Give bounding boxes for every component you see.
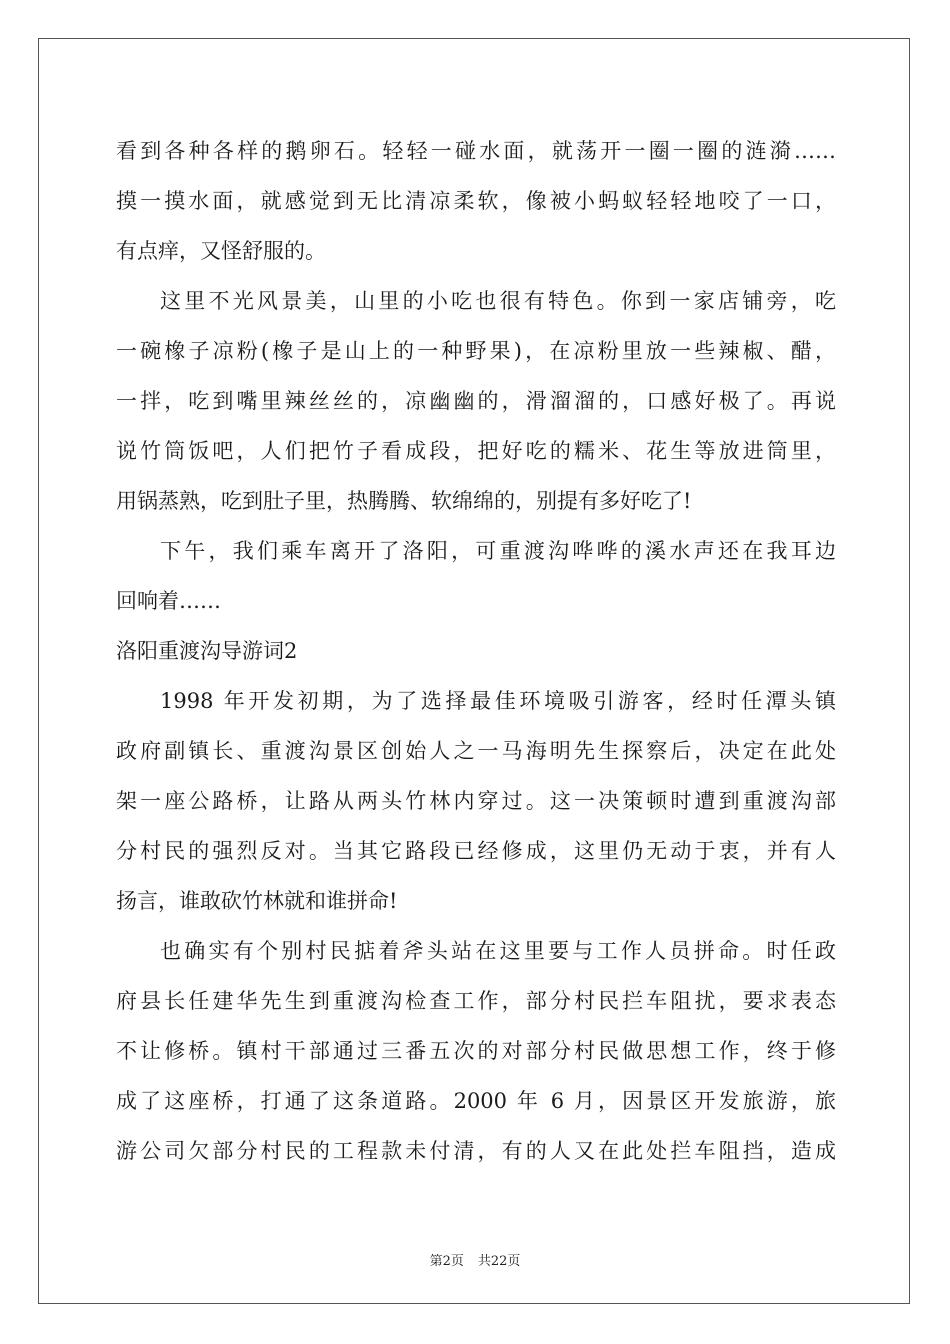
text-line: 摸一摸水面，就感觉到无比清凉柔软，像被小蚂蚁轻轻地咬了一口， <box>116 189 836 213</box>
text-line: 扬言，谁敢砍竹林就和谁拼命! <box>116 889 398 913</box>
paragraph-start-line: 下午，我们乘车离开了洛阳，可重渡沟哗哗的溪水声还在我耳边 <box>160 539 836 563</box>
document-body <box>116 126 836 1176</box>
text-line: 一拌，吃到嘴里辣丝丝的，凉幽幽的，滑溜溜的，口感好极了。再说 <box>116 389 836 413</box>
text-line: 架一座公路桥，让路从两头竹林内穿过。这一决策顿时遭到重渡沟部 <box>116 789 836 813</box>
paragraph-start-line: 也确实有个别村民掂着斧头站在这里要与工作人员拼命。时任政 <box>160 939 836 963</box>
text-line: 不让修桥。镇村干部通过三番五次的对部分村民做思想工作，终于修 <box>116 1039 836 1063</box>
text-line: 说竹筒饭吧，人们把竹子看成段，把好吃的糯米、花生等放进筒里， <box>116 439 836 463</box>
paragraph-start-line: 1998 年开发初期，为了选择最佳环境吸引游客，经时任潭头镇 <box>160 689 836 713</box>
paragraph-start-line: 这里不光风景美，山里的小吃也很有特色。你到一家店铺旁，吃 <box>160 289 836 313</box>
text-line: 游公司欠部分村民的工程款未付清，有的人又在此处拦车阻挡，造成 <box>116 1139 836 1163</box>
text-line: 一碗橡子凉粉(橡子是山上的一种野果)，在凉粉里放一些辣椒、醋， <box>116 339 836 363</box>
text-line: 成了这座桥，打通了这条道路。2000 年 6 月，因景区开发旅游，旅 <box>116 1089 836 1113</box>
text-line: 政府副镇长、重渡沟景区创始人之一马海明先生探察后，决定在此处 <box>116 739 836 763</box>
page-number: 第2页 <box>429 1254 464 1269</box>
text-line: 用锅蒸熟，吃到肚子里，热腾腾、软绵绵的，别提有多好吃了! <box>116 489 692 513</box>
section-heading: 洛阳重渡沟导游词2 <box>116 639 298 663</box>
text-line: 分村民的强烈反对。当其它路段已经修成，这里仍无动于衷，并有人 <box>116 839 836 863</box>
page-footer <box>0 1250 950 1269</box>
text-line: 有点痒，又怪舒服的。 <box>116 239 326 263</box>
text-line: 回响着…… <box>116 589 221 613</box>
text-line: 府县长任建华先生到重渡沟检查工作，部分村民拦车阻扰，要求表态 <box>116 989 836 1013</box>
text-line: 看到各种各样的鹅卵石。轻轻一碰水面，就荡开一圈一圈的涟漪…… <box>116 139 836 163</box>
total-pages: 共22页 <box>477 1254 521 1269</box>
